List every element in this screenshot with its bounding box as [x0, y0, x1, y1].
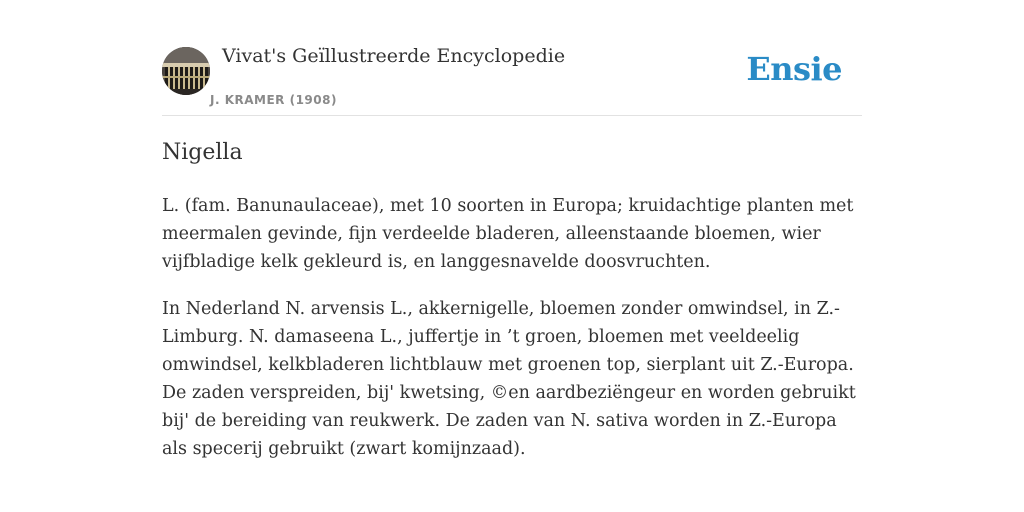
entry-title: Nigella: [162, 140, 243, 165]
source-header: [162, 40, 862, 116]
source-author: J. KRAMER (1908): [210, 93, 337, 107]
source-title[interactable]: Vivat's Geïllustreerde Encyclopedie: [222, 45, 566, 67]
entry-body: [162, 192, 862, 482]
ensie-logo[interactable]: Ensie: [746, 50, 842, 88]
entry-paragraph: L. (fam. Banunaulaceae), met 10 soorten in Europa; kruidachtige planten met meermalen gevinde, fijn verdeelde bladeren, alleenstaande bloemen, wier vijfbladige kelk gekleurd is, en langgesnavelde doosvruchten.: [162, 196, 854, 272]
entry-paragraph: In Nederland N. arvensis L., akkernigelle, bloemen zonder omwindsel, in Z.-Limburg. N. damaseena L., juffertje in ’t groen, bloemen met veeldeelig omwindsel, kelkbladeren lichtblauw met groenen top, sierplant uit Z.-Europa. De zaden verspreiden, bij' kwetsing, ©en aardbeziëngeur en worden gebruikt bij' de bereiding van reukwerk. De zaden van N. sativa worden in Z.-Europa als specerij gebruikt (zwart komijnzaad).: [162, 299, 856, 459]
book-spines-icon: [162, 47, 210, 95]
source-avatar[interactable]: [162, 47, 210, 95]
